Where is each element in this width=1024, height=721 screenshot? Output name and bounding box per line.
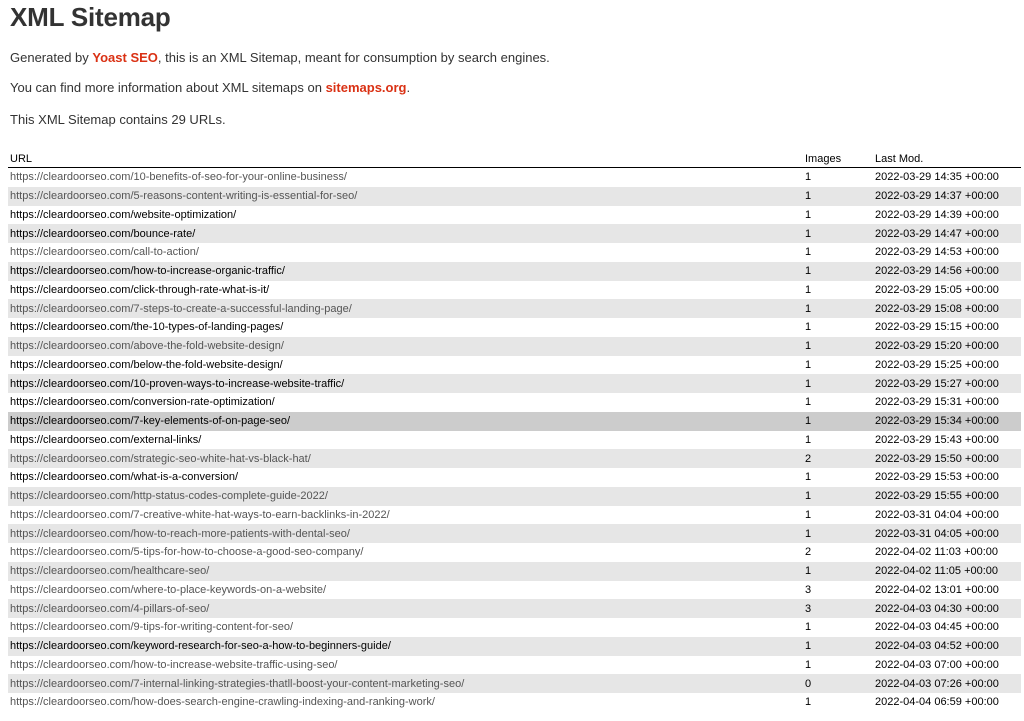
table-row <box>8 243 1021 262</box>
url-cell <box>8 318 803 337</box>
sitemaps-org-link[interactable]: sitemaps.org <box>325 80 407 95</box>
table-row <box>8 281 1021 300</box>
url-link[interactable]: https://cleardoorseo.com/10-proven-ways-to-increase-website-traffic/ <box>10 377 345 390</box>
url-cell <box>8 543 803 562</box>
intro-generated-before: Generated by <box>10 50 93 65</box>
url-link[interactable]: https://cleardoorseo.com/http-status-codes-complete-guide-2022/ <box>10 490 328 503</box>
images-cell: 1 <box>803 187 873 206</box>
url-link[interactable]: https://cleardoorseo.com/below-the-fold-website-design/ <box>10 358 283 371</box>
url-link[interactable]: https://cleardoorseo.com/5-tips-for-how-to-choose-a-good-seo-company/ <box>10 546 364 559</box>
url-link[interactable]: https://cleardoorseo.com/7-creative-white-hat-ways-to-earn-backlinks-in-2022/ <box>10 508 390 521</box>
url-cell <box>8 637 803 656</box>
table-row <box>8 487 1021 506</box>
intro-generated <box>10 50 1024 66</box>
url-link[interactable]: https://cleardoorseo.com/strategic-seo-white-hat-vs-black-hat/ <box>10 452 311 465</box>
images-cell: 1 <box>803 487 873 506</box>
url-link[interactable]: https://cleardoorseo.com/how-does-search-engine-crawling-indexing-and-ranking-work/ <box>10 696 435 709</box>
last-mod-cell: 2022-03-29 15:20 +00:00 <box>873 337 1021 356</box>
table-row <box>8 656 1021 675</box>
table-row <box>8 393 1021 412</box>
url-count: This XML Sitemap contains 29 URLs. <box>10 112 226 127</box>
images-cell: 1 <box>805 321 812 334</box>
last-mod-cell: 2022-04-03 04:45 +00:00 <box>875 621 999 634</box>
table-row <box>8 299 1021 318</box>
url-cell <box>8 524 803 543</box>
url-link[interactable]: https://cleardoorseo.com/what-is-a-conversion/ <box>10 471 239 484</box>
page-title: XML Sitemap <box>10 2 171 32</box>
url-cell <box>8 281 803 300</box>
images-cell: 1 <box>803 262 873 281</box>
intro-generated-after: , this is an XML Sitemap, meant for consumption by search engines. <box>157 50 550 65</box>
url-cell <box>8 412 803 431</box>
last-mod-cell: 2022-03-29 14:37 +00:00 <box>873 187 1021 206</box>
last-mod-cell: 2022-03-29 14:56 +00:00 <box>873 262 1021 281</box>
url-link[interactable]: https://cleardoorseo.com/bounce-rate/ <box>10 227 196 240</box>
last-mod-cell: 2022-04-02 11:03 +00:00 <box>875 546 999 559</box>
sitemap-table <box>8 152 1021 712</box>
table-row <box>8 431 1021 450</box>
url-link[interactable]: https://cleardoorseo.com/conversion-rate-optimization/ <box>10 396 275 409</box>
last-mod-cell: 2022-03-29 15:05 +00:00 <box>875 283 999 296</box>
url-cell <box>8 168 803 187</box>
images-cell: 0 <box>803 674 873 693</box>
url-link[interactable]: https://cleardoorseo.com/click-through-rate-what-is-it/ <box>10 283 270 296</box>
url-link[interactable]: https://cleardoorseo.com/how-to-reach-more-patients-with-dental-seo/ <box>10 527 350 540</box>
url-cell <box>8 581 803 600</box>
last-mod-cell: 2022-04-03 07:26 +00:00 <box>873 674 1021 693</box>
url-cell <box>8 337 803 356</box>
images-cell: 1 <box>805 696 812 709</box>
last-mod-cell: 2022-04-02 13:01 +00:00 <box>875 583 999 596</box>
url-cell <box>8 187 803 206</box>
url-cell <box>8 449 803 468</box>
table-row <box>8 637 1021 656</box>
last-mod-cell: 2022-03-31 04:05 +00:00 <box>873 524 1021 543</box>
url-cell <box>8 206 803 225</box>
url-cell <box>8 693 803 712</box>
last-mod-cell: 2022-03-29 15:15 +00:00 <box>875 321 999 334</box>
url-link[interactable]: https://cleardoorseo.com/7-steps-to-create-a-successful-landing-page/ <box>10 302 352 315</box>
url-link[interactable]: https://cleardoorseo.com/5-reasons-content-writing-is-essential-for-seo/ <box>10 190 358 203</box>
last-mod-cell: 2022-03-29 14:39 +00:00 <box>875 208 999 221</box>
images-cell: 3 <box>803 599 873 618</box>
last-mod-cell: 2022-04-03 04:30 +00:00 <box>873 599 1021 618</box>
images-cell: 1 <box>803 412 873 431</box>
images-cell: 1 <box>803 299 873 318</box>
table-row <box>8 693 1021 712</box>
last-mod-cell: 2022-03-29 14:53 +00:00 <box>875 246 999 259</box>
last-mod-cell: 2022-04-03 07:00 +00:00 <box>875 658 999 671</box>
sitemap-table-body <box>8 168 1021 712</box>
table-row <box>8 262 1021 281</box>
url-link[interactable]: https://cleardoorseo.com/external-links/ <box>10 433 202 446</box>
url-link[interactable]: https://cleardoorseo.com/keyword-research-for-seo-a-how-to-beginners-guide/ <box>10 640 391 653</box>
intro-more-info <box>10 80 1024 96</box>
url-link[interactable]: https://cleardoorseo.com/how-to-increase-organic-traffic/ <box>10 265 285 278</box>
images-cell: 1 <box>803 374 873 393</box>
url-cell <box>8 431 803 450</box>
url-cell <box>8 674 803 693</box>
url-cell <box>8 374 803 393</box>
url-link[interactable]: https://cleardoorseo.com/website-optimization/ <box>10 208 237 221</box>
table-row <box>8 356 1021 375</box>
table-row <box>8 581 1021 600</box>
intro-more-info-before: You can find more information about XML sitemaps on <box>10 80 326 95</box>
table-row <box>8 562 1021 581</box>
intro <box>10 50 1024 128</box>
images-cell: 1 <box>805 508 812 521</box>
last-mod-cell: 2022-03-29 15:34 +00:00 <box>873 412 1021 431</box>
url-link[interactable]: https://cleardoorseo.com/7-internal-linking-strategies-thatll-boost-your-content-marketing-seo/ <box>10 677 465 690</box>
url-cell <box>8 224 803 243</box>
table-row <box>8 468 1021 487</box>
images-cell: 1 <box>805 283 812 296</box>
url-link[interactable]: https://cleardoorseo.com/how-to-increase-website-traffic-using-seo/ <box>10 658 338 671</box>
table-row <box>8 618 1021 637</box>
table-row <box>8 337 1021 356</box>
header-url: URL <box>8 152 803 168</box>
images-cell: 1 <box>805 171 812 184</box>
last-mod-cell: 2022-03-29 15:53 +00:00 <box>875 471 999 484</box>
last-mod-cell: 2022-03-29 15:27 +00:00 <box>873 374 1021 393</box>
images-cell: 1 <box>803 524 873 543</box>
last-mod-cell: 2022-03-29 14:35 +00:00 <box>875 171 999 184</box>
url-link[interactable]: https://cleardoorseo.com/10-benefits-of-seo-for-your-online-business/ <box>10 171 347 184</box>
intro-more-info-after: . <box>406 80 411 95</box>
last-mod-cell: 2022-04-04 06:59 +00:00 <box>875 696 999 709</box>
url-cell <box>8 393 803 412</box>
header-last-mod: Last Mod. <box>873 152 1021 168</box>
url-cell <box>8 487 803 506</box>
images-cell: 1 <box>805 246 812 259</box>
images-cell: 1 <box>805 621 812 634</box>
images-cell: 1 <box>805 658 812 671</box>
images-cell: 1 <box>803 224 873 243</box>
url-cell <box>8 562 803 581</box>
header-images: Images <box>803 152 873 168</box>
url-link[interactable]: https://cleardoorseo.com/9-tips-for-writing-content-for-seo/ <box>10 621 294 634</box>
url-link[interactable]: https://cleardoorseo.com/call-to-action/ <box>10 246 199 259</box>
images-cell: 1 <box>805 358 812 371</box>
images-cell: 1 <box>805 208 812 221</box>
url-cell <box>8 599 803 618</box>
last-mod-cell: 2022-03-29 15:43 +00:00 <box>875 433 999 446</box>
url-link[interactable]: https://cleardoorseo.com/above-the-fold-website-design/ <box>10 340 284 353</box>
url-link[interactable]: https://cleardoorseo.com/where-to-place-keywords-on-a-website/ <box>10 583 327 596</box>
table-row <box>8 506 1021 525</box>
url-link[interactable]: https://cleardoorseo.com/7-key-elements-of-on-page-seo/ <box>10 415 291 428</box>
images-cell: 1 <box>803 337 873 356</box>
table-row <box>8 187 1021 206</box>
table-row <box>8 674 1021 693</box>
url-cell <box>8 299 803 318</box>
last-mod-cell: 2022-03-29 15:55 +00:00 <box>873 487 1021 506</box>
last-mod-cell: 2022-04-03 04:52 +00:00 <box>873 637 1021 656</box>
table-row <box>8 168 1021 187</box>
yoast-seo-link[interactable]: Yoast SEO <box>92 50 158 65</box>
table-header-row <box>8 152 1021 168</box>
images-cell: 3 <box>805 583 812 596</box>
images-cell: 1 <box>805 433 812 446</box>
images-cell: 2 <box>803 449 873 468</box>
table-row <box>8 318 1021 337</box>
url-cell <box>8 506 803 525</box>
url-cell <box>8 468 803 487</box>
url-link[interactable]: https://cleardoorseo.com/the-10-types-of-landing-pages/ <box>10 321 284 334</box>
last-mod-cell: 2022-03-29 14:47 +00:00 <box>873 224 1021 243</box>
url-cell <box>8 356 803 375</box>
table-row <box>8 524 1021 543</box>
last-mod-cell: 2022-04-02 11:05 +00:00 <box>873 562 1021 581</box>
images-cell: 1 <box>803 562 873 581</box>
images-cell: 2 <box>805 546 812 559</box>
images-cell: 1 <box>805 396 812 409</box>
table-row <box>8 599 1021 618</box>
url-link[interactable]: https://cleardoorseo.com/4-pillars-of-seo/ <box>10 602 210 615</box>
table-row <box>8 543 1021 562</box>
last-mod-cell: 2022-03-29 15:08 +00:00 <box>873 299 1021 318</box>
url-cell <box>8 262 803 281</box>
url-link[interactable]: https://cleardoorseo.com/healthcare-seo/ <box>10 565 210 578</box>
table-row <box>8 374 1021 393</box>
table-row <box>8 412 1021 431</box>
table-row <box>8 449 1021 468</box>
url-cell <box>8 618 803 637</box>
url-cell <box>8 656 803 675</box>
table-row <box>8 206 1021 225</box>
last-mod-cell: 2022-03-29 15:31 +00:00 <box>875 396 999 409</box>
table-row <box>8 224 1021 243</box>
images-cell: 1 <box>803 637 873 656</box>
last-mod-cell: 2022-03-31 04:04 +00:00 <box>875 508 999 521</box>
url-cell <box>8 243 803 262</box>
images-cell: 1 <box>805 471 812 484</box>
last-mod-cell: 2022-03-29 15:50 +00:00 <box>873 449 1021 468</box>
last-mod-cell: 2022-03-29 15:25 +00:00 <box>875 358 999 371</box>
